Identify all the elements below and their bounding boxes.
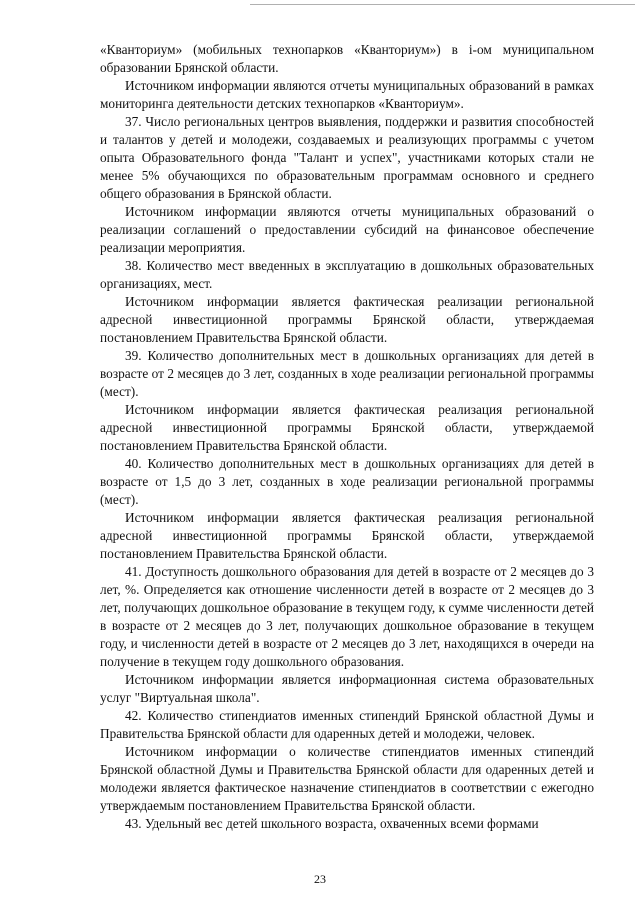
page-number: 23 bbox=[314, 872, 326, 886]
paragraph-4: Источником информации являются отчеты муниципальных образований о реализации соглашений о предоставлении субсидий на финансовое обеспечение реализации мероприятия. bbox=[100, 204, 594, 255]
paragraph-10: Источником информации является фактическая реализация региональной адресной инвестиционной программы Брянской области, утверждаемой постановлением Правительства Брянской области. bbox=[100, 510, 594, 561]
paragraph-12: Источником информации является информационная система образовательных услуг "Виртуальная школа". bbox=[100, 672, 594, 705]
paragraph-15: 43. Удельный вес детей школьного возраста, охваченных всеми формами bbox=[125, 816, 539, 831]
paragraph-5: 38. Количество мест введенных в эксплуатацию в дошкольных образовательных организациях, мест. bbox=[100, 258, 594, 291]
paragraph-13: 42. Количество стипендиатов именных стипендий Брянской областной Думы и Правительства Брянской области для одаренных детей и молодежи, человек. bbox=[100, 708, 594, 741]
document-body bbox=[100, 41, 594, 833]
paragraph-6: Источником информации является фактическая реализации региональной адресной инвестиционной программы Брянской области, утверждаемая постановлением Правительства Брянской области. bbox=[100, 294, 594, 345]
top-rule bbox=[250, 4, 635, 5]
paragraph-11: 41. Доступность дошкольного образования для детей в возрасте от 2 месяцев до 3 лет, %. Определяется как отношение численности детей в возрасте от 2 месяцев до 3 лет, получающих дошкольное образование в текущем году, к сумме численности детей в возрасте от 2 месяцев до 3 лет, получающих дошкольное образование в текущем году, и численности детей в возрасте от 2 месяцев до 3 лет, находящихся в очереди на получение в текущем году дошкольного образования. bbox=[100, 564, 594, 669]
paragraph-8: Источником информации является фактическая реализация региональной адресной инвестиционной программы Брянской области, утверждаемой постановлением Правительства Брянской области. bbox=[100, 402, 594, 453]
paragraph-14: Источником информации о количестве стипендиатов именных стипендий Брянской областной Думы и Правительства Брянской области для одаренных детей и молодежи является фактическое назначение стипендиатов в соответствии с ежегодно утверждаемым постановлением Правительства Брянской области. bbox=[100, 744, 594, 813]
paragraph-2: Источником информации являются отчеты муниципальных образований в рамках мониторинга деятельности детских технопарков «Кванториум». bbox=[100, 78, 594, 111]
paragraph-3: 37. Число региональных центров выявления, поддержки и развития способностей и талантов у детей и молодежи, создаваемых и реализующих программы с учетом опыта Образовательного фонда "Талант и успех", участниками которых стали не менее 5% обучающихся по образовательным программам основного и среднего общего образования в Брянской области. bbox=[100, 114, 594, 201]
paragraph-7: 39. Количество дополнительных мест в дошкольных организациях для детей в возрасте от 2 месяцев до 3 лет, созданных в ходе реализации региональной программы (мест). bbox=[100, 348, 594, 399]
paragraph-1: «Кванториум» (мобильных технопарков «Кванториум») в i-ом муниципальном образовании Брянской области. bbox=[100, 42, 594, 75]
paragraph-9: 40. Количество дополнительных мест в дошкольных организациях для детей в возрасте от 1,5 до 3 лет, созданных в ходе реализации региональной программы (мест). bbox=[100, 456, 594, 507]
